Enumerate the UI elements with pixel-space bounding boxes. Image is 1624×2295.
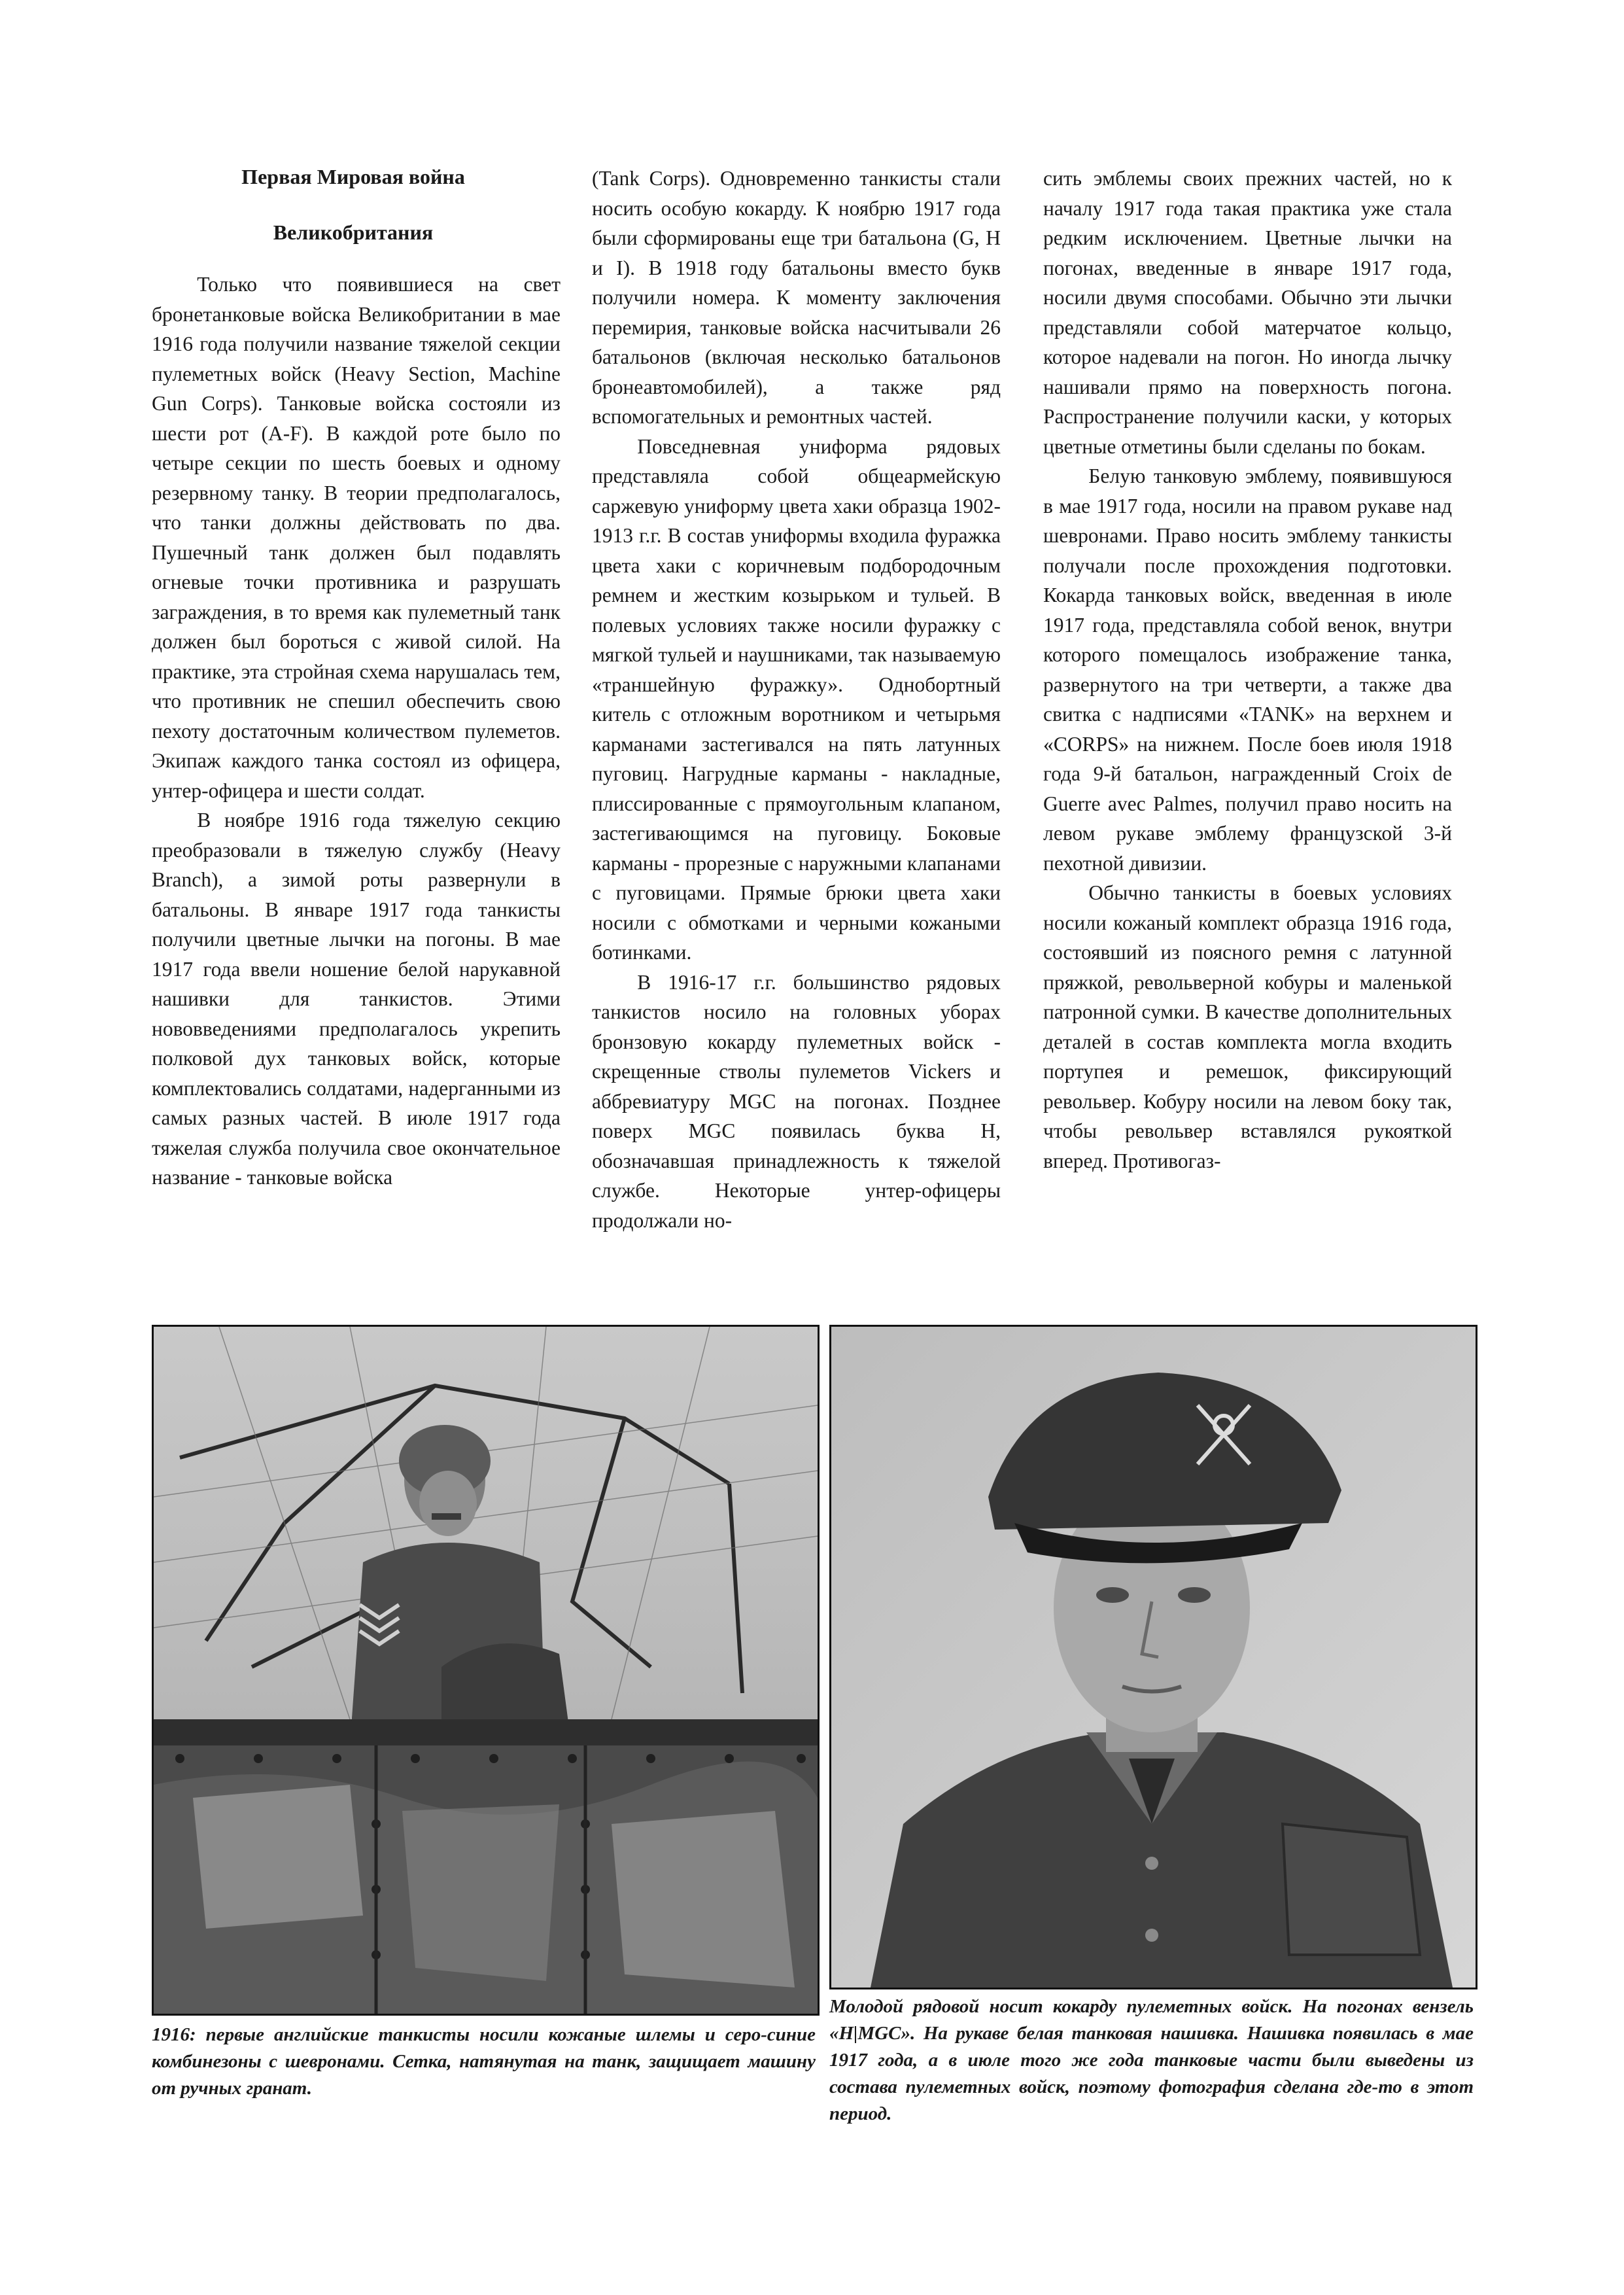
paragraph: В ноябре 1916 года тяжелую секцию преобразовали в тяжелую службу (Heavy Branch), а зимой роты развернули в батальоны. В январе 1917 года танкисты получили цветные лычки на погоны. В мае 1917 года ввели ношение белой нарукавной нашивки для танкистов. Этими нововведениями предполагалось укрепить полковой дух танковых войск, которые комплектовались солдатами, надерганными из самых разных частей. В июле 1917 года тяжелая служба получила свое окончательное название - танковые войска [152,809,561,1189]
photo-tank-crewman-image [154,1327,818,2014]
paragraph: Обычно танкисты в боевых условиях носили кожаный комплект образца 1916 года, состоявший из поясного ремня с латунной пряжкой, револьверной кобуры и маленькой патронной сумки. В качестве дополнительных деталей в состав комплекта могла входить портупея и ремешок, фиксирующий револьвер. Кобуру носили на левом боку так, чтобы револьвер вставлялся рукояткой вперед. Противогаз- [1043,881,1452,1172]
text-column-2 [592,164,1001,1235]
caption-photo-1: 1916: первые английские танкисты носили кожаные шлемы и серо-синие комбинезоны с шевронами. Сетка, натянутая на танк, защищает машину от ручных гранат. [152,2024,816,2099]
photo-tank-crewman [152,1325,820,2016]
paragraph: Повседневная униформа рядовых представляла собой общеармейскую саржевую униформу цвета хаки образца 1902-1913 г.г. В состав униформы входила фуражка цвета хаки с коричневым подбородочным ремнем и жестким козырьком и тульей. В полевых условиях также носили фуражку с мягкой тульей и наушниками, так называемую «траншейную фуражку». Однобортный китель с отложным воротником и четырьмя карманами застегивался на пять латунных пуговиц. Нагрудные карманы - накладные, плиссированные с прямоугольным клапаном, застегивающимся на пуговицу. Боковые карманы - прорезные с наружными клапанами с пуговицами. Прямые брюки цвета хаки носили с обмотками и черными кожаными ботинками. [592,434,1001,964]
caption-photo-2: Молодой рядовой носит кокарду пулеметных войск. На погонах вензель «H|MGC». На рукаве белая танковая нашивка. Нашивка появилась в мае 1917 года, а в июле того же года танковые части были выведены из состава пулеметных войск, поэтому фотография сделана где-то в этот период. [829,1996,1474,2124]
photo-private-portrait-image [831,1327,1476,1988]
text-column-1 [152,270,561,1193]
paragraph: (Tank Corps). Одновременно танкисты стали носить особую кокарду. К ноябрю 1917 года были сформированы еще три батальона (G, H и I). В 1918 году батальоны вместо букв получили номера. К моменту заключения перемирия, танковые войска насчитывали 26 батальонов (включая несколько батальонов бронеавтомобилей), а также ряд вспомогательных и ремонтных частей. [592,167,1001,428]
section-subtitle: Великобритания [273,220,434,244]
section-title: Первая Мировая война [241,165,465,188]
paragraph: Белую танковую эмблему, появившуюся в мае 1917 года, носили на правом рукаве над шевронами. Право носить эмблему танкисты получали после прохождения подготовки. Кокарда танковых войск, введенная в июле 1917 года, представляла собой венок, внутри которого помещалось изображение танка, развернутого на три четверти, а также два свитка с надписями «TANK» на верхнем и «CORPS» на нижнем. После боев июля 1918 года 9-й батальон, награжденный Croix de Guerre avec Palmes, получил право носить на левом рукаве эмблему французской 3-й пехотной дивизии. [1043,464,1452,875]
paragraph: сить эмблемы своих прежних частей, но к началу 1917 года такая практика уже стала редким исключением. Цветные лычки на погонах, введенные в январе 1917 года, носили двумя способами. Обычно эти лычки представляли собой матерчатое кольцо, которое надевали на погон. Но иногда лычку нашивали прямо на поверхность погона. Распространение получили каски, у которых цветные отметины были сделаны по бокам. [1043,167,1452,458]
paragraph: Только что появившиеся на свет бронетанковые войска Великобритании в мае 1916 года получили название тяжелой секции пулеметных войск (Heavy Section, Machine Gun Corps). Танковые войска состояли из шести рот (A-F). В каждой роте было по четыре секции по шесть боевых и одному резервному танку. В теории предполагалось, что танки должны действовать по два. Пушечный танк должен был подавлять огневые точки противника и разрушать заграждения, в то время как пулеметный танк должен был бороться с живой силой. На практике, эта стройная схема нарушалась тем, что противник не спешил обеспечить свою пехоту достаточным количеством пулеметов. Экипаж каждого танка состоял из офицера, унтер-офицера и шести солдат. [152,273,561,802]
photo-private-portrait [829,1325,1477,1989]
text-column-3 [1043,164,1452,1176]
paragraph: В 1916-17 г.г. большинство рядовых танкистов носило на головных уборах бронзовую кокарду пулеметных войск - скрещенные стволы пулеметов Vickers и аббревиатуру MGC на погонах. Позднее поверх MGC появилась буква H, обозначавшая принадлежность к тяжелой службе. Некоторые унтер-офицеры продолжали но- [592,970,1001,1232]
